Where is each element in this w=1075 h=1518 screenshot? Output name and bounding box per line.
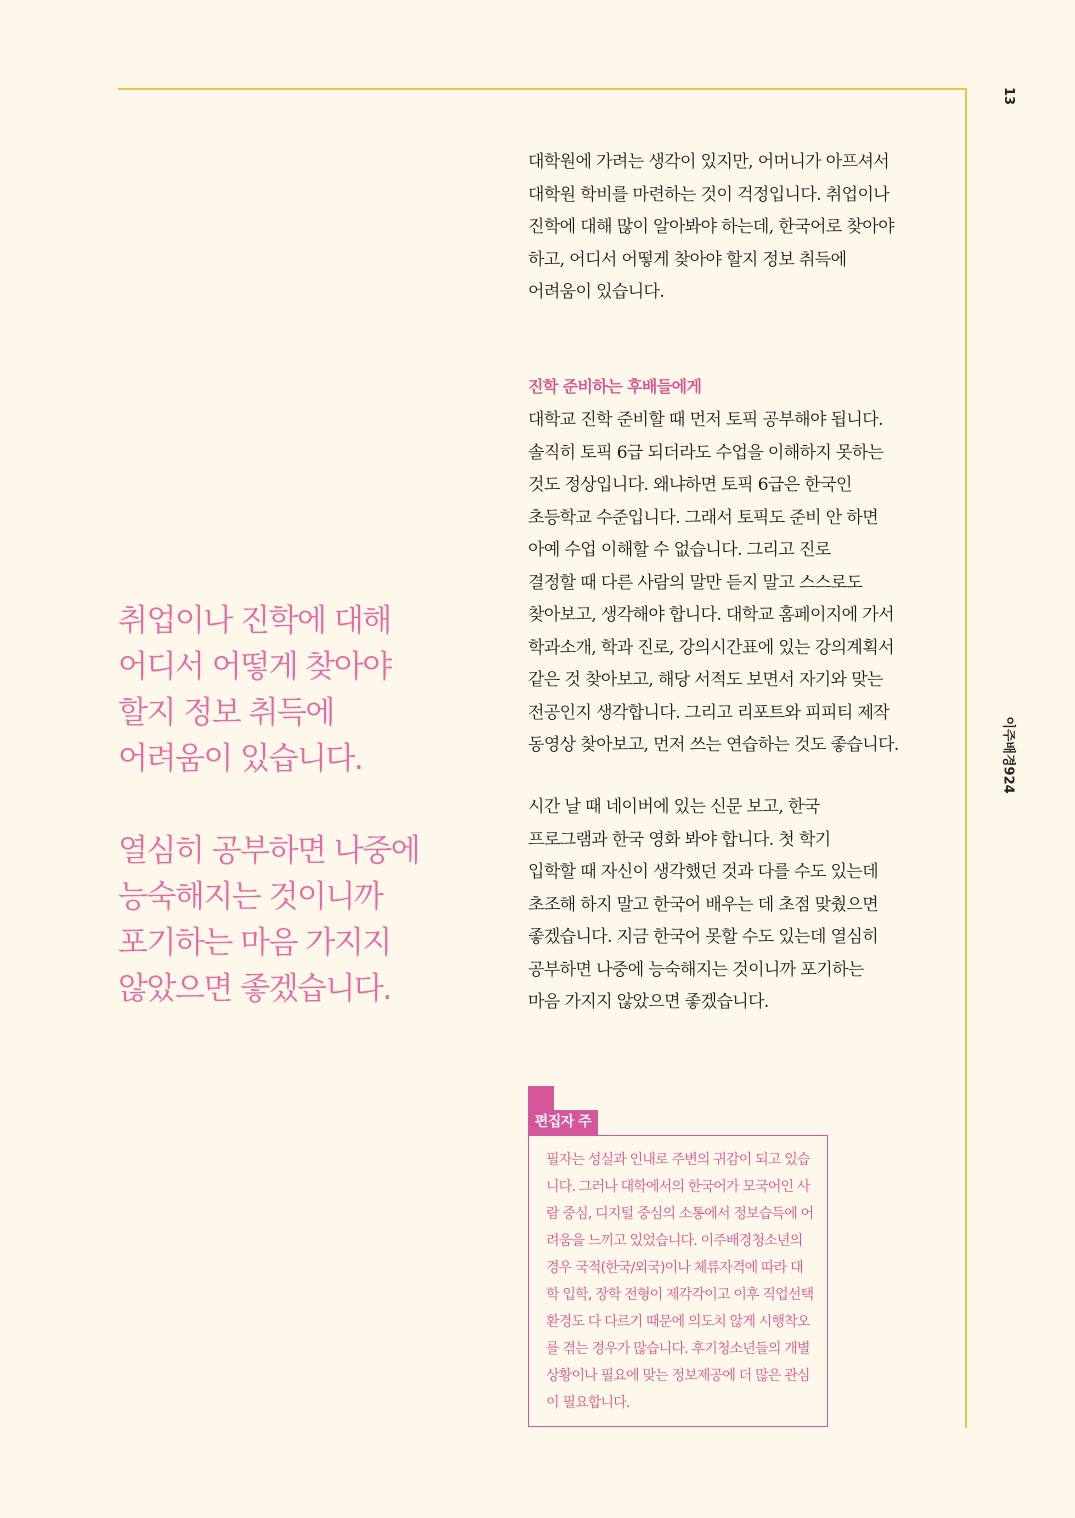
pull-quote-line: 어디서 어떻게 찾아야	[118, 649, 391, 685]
body-line: 것도 정상입니다. 왜냐하면 토픽 6급은 한국인	[528, 475, 852, 495]
pull-quote-line: 열심히 공부하면 나중에	[118, 833, 420, 869]
body-line: 전공인지 생각합니다. 그리고 리포트와 피피티 제작	[528, 702, 890, 723]
body-paragraph-3	[528, 791, 908, 1019]
body-line: 시간 날 때 네이버에 있는 신문 보고, 한국	[528, 797, 820, 817]
running-head-text: 이주배경924	[1000, 716, 1016, 794]
editor-note-line: 학 입학, 장학 전형이 제각각이고 이후 직업선택	[546, 1287, 814, 1303]
body-line: 어려움이 있습니다.	[528, 282, 665, 302]
pull-quote-line: 할지 정보 취득에	[118, 695, 334, 731]
body-line: 찾아보고, 생각해야 합니다. 대학교 홈페이지에 가서	[528, 605, 894, 625]
body-line: 대학원 학비를 마련하는 것이 걱정입니다. 취업이나	[528, 184, 890, 205]
body-line: 동영상 찾아보고, 먼저 쓰는 연습하는 것도 좋습니다.	[528, 735, 899, 755]
body-line: 솔직히 토픽 6급 되더라도 수업을 이해하지 못하는	[528, 442, 884, 463]
editor-note-line: 려움을 느끼고 있었습니다. 이주배경청소년의	[546, 1233, 803, 1249]
body-line: 공부하면 나중에 능숙해지는 것이니까 포기하는	[528, 959, 864, 980]
editor-note-line: 이 필요합니다.	[546, 1395, 630, 1411]
page-number: 13	[1001, 86, 1016, 106]
pull-quote-line: 어려움이 있습니다.	[118, 741, 363, 777]
body-line: 좋겠습니다. 지금 한국어 못할 수도 있는데 열심히	[528, 927, 879, 947]
pull-quote-line: 취업이나 진학에 대해	[118, 603, 391, 639]
body-line: 초등학교 수준입니다. 그래서 토픽도 준비 안 하면	[528, 507, 879, 528]
section-subheading: 진학 준비하는 후배들에게	[528, 377, 702, 396]
editor-note-label: 편집자 주	[528, 1110, 598, 1135]
pull-quote-line: 포기하는 마음 가지지	[118, 925, 391, 961]
pull-quote-1	[118, 598, 478, 782]
editor-note-line: 상황이나 필요에 맞는 정보제공에 더 많은 관심	[546, 1368, 810, 1384]
body-line: 진학에 대해 많이 알아봐야 하는데, 한국어로 찾아야	[528, 217, 894, 237]
top-border-rule	[118, 88, 967, 90]
body-line: 결정할 때 다른 사람의 말만 듣지 말고 스스로도	[528, 572, 863, 593]
editor-note-line: 를 겪는 경우가 많습니다. 후기청소년들의 개별	[546, 1341, 810, 1357]
editor-note-line: 필자는 성실과 인내로 주변의 귀감이 되고 있습	[546, 1152, 810, 1168]
body-line: 마음 가지지 않았으면 좋겠습니다.	[528, 992, 769, 1012]
body-paragraph-2	[528, 404, 908, 762]
body-line: 대학교 진학 준비할 때 먼저 토픽 공부해야 됩니다.	[528, 410, 883, 430]
right-border-rule	[965, 88, 967, 1428]
pull-quote-line: 않았으면 좋겠습니다.	[118, 971, 391, 1007]
body-line: 학과소개, 학과 진로, 강의시간표에 있는 강의계획서	[528, 637, 894, 658]
body-line: 대학원에 가려는 생각이 있지만, 어머니가 아프셔서	[528, 152, 890, 172]
body-line: 프로그램과 한국 영화 봐야 합니다. 첫 학기	[528, 829, 831, 850]
body-paragraph-1	[528, 146, 908, 309]
editor-note-line: 람 중심, 디지털 중심의 소통에서 정보습득에 어	[546, 1206, 814, 1222]
body-line: 하고, 어디서 어떻게 찾아야 할지 정보 취득에	[528, 249, 847, 270]
body-line: 초조해 하지 말고 한국어 배우는 데 초점 맞췄으면	[528, 894, 879, 915]
editor-note-line: 환경도 다 다르기 때문에 의도치 않게 시행착오	[546, 1314, 810, 1330]
editor-note-line: 니다. 그러나 대학에서의 한국어가 모국어인 사	[546, 1179, 810, 1195]
editor-note-line: 경우 국적(한국/외국)이나 체류자격에 따라 대	[546, 1260, 803, 1276]
body-line: 같은 것 찾아보고, 해당 서적도 보면서 자기와 맞는	[528, 670, 883, 690]
editor-note-text	[546, 1147, 826, 1417]
pull-quote-2	[118, 828, 478, 1012]
editor-note-tab-step	[528, 1086, 554, 1110]
body-line: 아예 수업 이해할 수 없습니다. 그리고 진로	[528, 540, 831, 560]
pull-quote-line: 능숙해지는 것이니까	[118, 879, 383, 915]
body-line: 입학할 때 자신이 생각했던 것과 다를 수도 있는데	[528, 862, 879, 882]
